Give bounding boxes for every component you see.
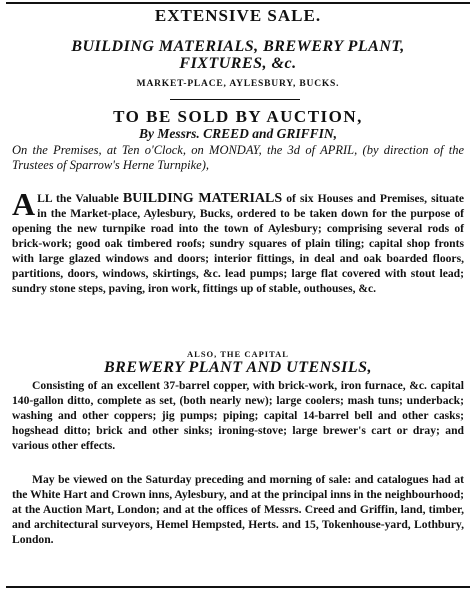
p1-rest: of six Houses and Premises, situate in the Market-place, Aylesbury, Bucks, ordered to be taken down for the purpose of opening the new turnpike road into the town of Aylesbury; comprising several rods of brick-work; good oak timbered roofs; sundry squares of plain tiling; capital shop fronts with large glazed windows and doors; interior fittings, in deal and oak boarded floors, partitions, doors, windows, skirtings, &c. lead pumps; large flat covered with stout lead; sundry stone steps, paving, iron work, fittings up of stable, outhouses, &c. bbox=[12, 192, 464, 295]
subhead-line-1: BUILDING MATERIALS, BREWERY PLANT, bbox=[71, 38, 405, 55]
notice-subhead bbox=[0, 38, 476, 72]
top-rule bbox=[6, 2, 470, 4]
p1-lead: LL the Valuable bbox=[37, 192, 123, 205]
building-materials-paragraph bbox=[12, 186, 464, 296]
drop-cap: A bbox=[12, 186, 36, 222]
premises-details: On the Premises, at Ten o'Clock, on MONDAY, the 3d of APRIL, (by direction of the Trustees of Sparrow's Herne Turnpike), bbox=[12, 143, 464, 172]
also-line: ALSO, THE CAPITAL bbox=[187, 349, 289, 359]
section-divider bbox=[170, 99, 300, 100]
sale-location: MARKET-PLACE, AYLESBURY, BUCKS. bbox=[136, 79, 340, 89]
notice-title: EXTENSIVE SALE. bbox=[154, 6, 322, 25]
viewing-paragraph: May be viewed on the Saturday preceding and morning of sale: and catalogues had at the White Hart and Crown inns, Aylesbury, and at the principal inns in the neighbourhood; at the Auction Mart, London; and at the offices of Messrs. Creed and Griffin, land, timber, and architectural surveyors, Hemel Hempsted, Herts. and 15, Tokenhouse-yard, Lothbury, London. bbox=[12, 473, 464, 546]
auction-heading: TO BE SOLD BY AUCTION, bbox=[113, 107, 363, 126]
brewery-heading: BREWERY PLANT AND UTENSILS, bbox=[103, 359, 373, 376]
brewery-plant-paragraph: Consisting of an excellent 37-barrel copper, with brick-work, iron furnace, &c. capital 140-gallon ditto, complete as set, (both nearly new); large coolers; mash tuns; underback; washing and other coppers; jig pumps; piping; capital 14-barrel bell and other casks; hogshead ditto; brick and other sinks; ironing-stove; large brewer's cart or dray; and various other effects. bbox=[12, 379, 464, 452]
bottom-rule bbox=[6, 586, 470, 588]
building-materials-heading: BUILDING MATERIALS bbox=[122, 191, 283, 206]
auctioneers-line: By Messrs. CREED and GRIFFIN, bbox=[138, 126, 338, 141]
subhead-line-2: FIXTURES, &c. bbox=[179, 55, 297, 72]
